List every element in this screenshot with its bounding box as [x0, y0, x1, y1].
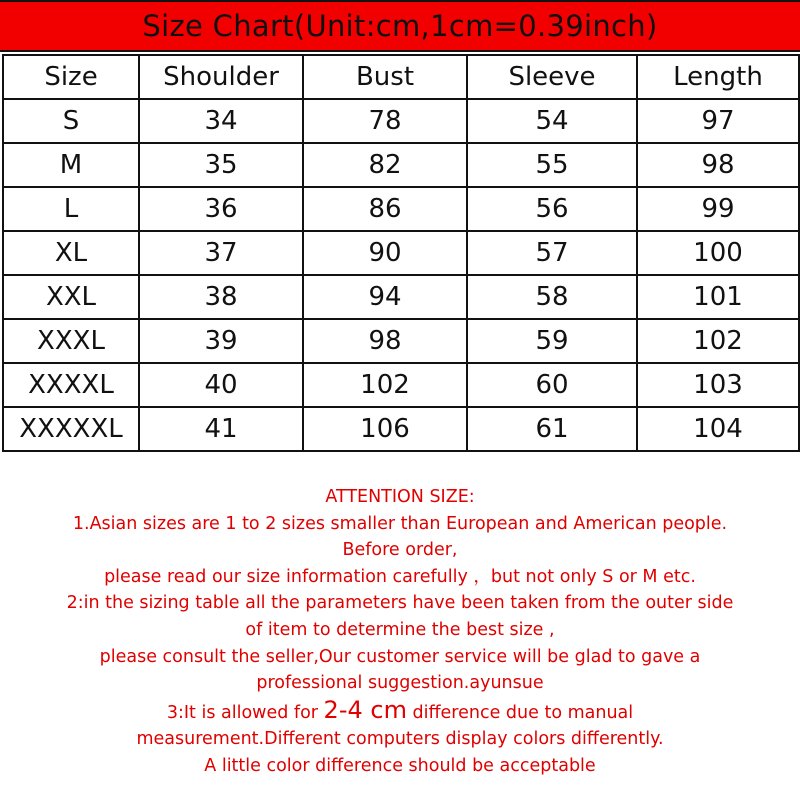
cell-size: XXXL [3, 319, 139, 363]
cell-size: M [3, 143, 139, 187]
cell-shoulder: 40 [139, 363, 303, 407]
cell-bust: 78 [303, 99, 467, 143]
table-row [3, 187, 799, 231]
cell-length: 100 [637, 231, 799, 275]
table-header-row [3, 55, 799, 99]
header-length: Length [637, 55, 799, 99]
note-text: 3:It is allowed for [166, 702, 324, 723]
cell-bust: 102 [303, 363, 467, 407]
note-line-tolerance [0, 697, 800, 727]
cell-sleeve: 54 [467, 99, 637, 143]
cell-length: 97 [637, 99, 799, 143]
size-table [2, 54, 800, 452]
header-bust: Bust [303, 55, 467, 99]
cell-size: XXXXXL [3, 407, 139, 451]
cell-shoulder: 36 [139, 187, 303, 231]
header-shoulder: Shoulder [139, 55, 303, 99]
header-size: Size [3, 55, 139, 99]
cell-length: 102 [637, 319, 799, 363]
note-text: difference due to manual [406, 702, 634, 723]
note-line: of item to determine the best size , [245, 619, 555, 640]
cell-bust: 98 [303, 319, 467, 363]
table-row [3, 143, 799, 187]
cell-length: 101 [637, 275, 799, 319]
table-row [3, 363, 799, 407]
cell-sleeve: 60 [467, 363, 637, 407]
table-row [3, 275, 799, 319]
cell-bust: 86 [303, 187, 467, 231]
cell-sleeve: 55 [467, 143, 637, 187]
table-row [3, 231, 799, 275]
cell-size: XXL [3, 275, 139, 319]
table-body [3, 99, 799, 451]
cell-length: 103 [637, 363, 799, 407]
size-chart-title [0, 0, 800, 52]
note-line: A little color difference should be acceptable [204, 755, 596, 776]
cell-shoulder: 37 [139, 231, 303, 275]
cell-size: XXXXL [3, 363, 139, 407]
cell-sleeve: 61 [467, 407, 637, 451]
table-row [3, 99, 799, 143]
attention-notes [0, 484, 800, 780]
note-line: please consult the seller,Our customer service will be glad to gave a [99, 646, 701, 667]
cell-shoulder: 38 [139, 275, 303, 319]
note-line: professional suggestion.ayunsue [256, 673, 544, 694]
tolerance-value: 2-4 cm [323, 695, 407, 724]
table-row [3, 319, 799, 363]
cell-shoulder: 35 [139, 143, 303, 187]
cell-sleeve: 58 [467, 275, 637, 319]
cell-length: 98 [637, 143, 799, 187]
cell-sleeve: 59 [467, 319, 637, 363]
cell-shoulder: 41 [139, 407, 303, 451]
note-heading: ATTENTION SIZE: [325, 487, 475, 507]
cell-size: S [3, 99, 139, 143]
note-line: please read our size information carefully ，but not only S or M etc. [104, 566, 696, 587]
cell-sleeve: 56 [467, 187, 637, 231]
header-sleeve: Sleeve [467, 55, 637, 99]
note-line: 2:in the sizing table all the parameters have been taken from the outer side [66, 593, 734, 614]
cell-shoulder: 34 [139, 99, 303, 143]
cell-bust: 82 [303, 143, 467, 187]
cell-bust: 106 [303, 407, 467, 451]
cell-sleeve: 57 [467, 231, 637, 275]
note-line: Before order, [342, 540, 458, 561]
cell-bust: 94 [303, 275, 467, 319]
cell-bust: 90 [303, 231, 467, 275]
cell-size: L [3, 187, 139, 231]
cell-length: 104 [637, 407, 799, 451]
note-line: measurement.Different computers display colors differently. [136, 729, 664, 750]
note-line: 1.Asian sizes are 1 to 2 sizes smaller than European and American people. [72, 513, 728, 534]
table-row [3, 407, 799, 451]
cell-size: XL [3, 231, 139, 275]
cell-length: 99 [637, 187, 799, 231]
title-text: Size Chart(Unit:cm,1cm=0.39inch) [142, 9, 658, 43]
cell-shoulder: 39 [139, 319, 303, 363]
